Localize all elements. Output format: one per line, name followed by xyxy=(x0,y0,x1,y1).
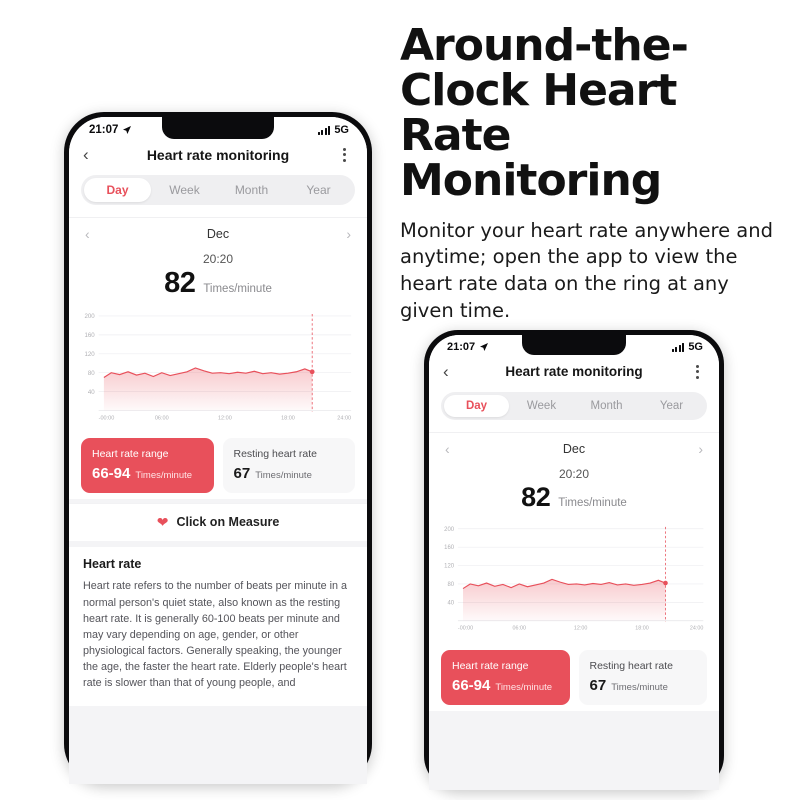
page-title: Heart rate monitoring xyxy=(146,146,290,163)
article-body: Heart rate refers to the number of beats per minute in a normal person's quiet state, also known as the resting heart rate. It is generally 60-100 beats per minute and may vary depending on age, gender, or other physiological factors. Generally speaking, the younger the age, the faster the heart rate. Elderly people's heart rate is slower than that of young people, and xyxy=(83,580,348,690)
chart-x-tick-labels xyxy=(99,415,351,421)
svg-text:-00:00: -00:00 xyxy=(457,625,474,632)
tile-value: 66-94 xyxy=(92,465,131,483)
tab-bar xyxy=(69,173,367,217)
tile-heart-rate-range[interactable] xyxy=(81,438,214,493)
svg-text:-00:00: -00:00 xyxy=(98,415,115,422)
tile-value: 66-94 xyxy=(452,677,491,695)
reading-value: 82 xyxy=(164,267,196,299)
reading-timestamp: 20:20 xyxy=(558,467,590,481)
heart-rate-chart[interactable] xyxy=(69,306,367,430)
phone-mockup-large xyxy=(64,112,372,784)
tile-heart-rate-range[interactable] xyxy=(441,650,570,705)
svg-text:160: 160 xyxy=(84,332,95,340)
tab-week[interactable]: Week xyxy=(526,400,557,412)
tile-label: Resting heart rate xyxy=(233,448,317,461)
tile-label: Resting heart rate xyxy=(589,660,673,673)
signal-bars-icon xyxy=(318,125,331,135)
kebab-menu-icon[interactable] xyxy=(337,148,353,162)
svg-text:24:00: 24:00 xyxy=(689,625,704,632)
svg-text:12:00: 12:00 xyxy=(217,415,232,422)
tab-day[interactable]: Day xyxy=(444,395,509,417)
reading-card xyxy=(429,432,719,519)
signal-bars-icon xyxy=(672,342,685,352)
tab-month[interactable]: Month xyxy=(234,183,269,197)
measure-button[interactable] xyxy=(69,503,367,541)
reading-unit: Times/minute xyxy=(203,283,272,295)
svg-text:200: 200 xyxy=(444,526,455,533)
chart-marker-dot xyxy=(663,581,668,586)
kebab-menu-icon[interactable] xyxy=(689,365,705,379)
date-prev-icon[interactable]: ‹ xyxy=(445,441,450,457)
app-header xyxy=(429,355,719,390)
tab-day[interactable]: Day xyxy=(84,178,151,202)
article-section xyxy=(69,541,367,705)
svg-text:18:00: 18:00 xyxy=(281,415,295,422)
current-reading xyxy=(69,250,367,306)
tile-resting-heart-rate[interactable] xyxy=(223,438,356,493)
location-arrow-icon xyxy=(479,342,489,352)
tile-unit: Times/minute xyxy=(135,470,193,482)
reading-value: 82 xyxy=(521,482,551,512)
tile-value: 67 xyxy=(233,465,251,483)
date-label: Dec xyxy=(206,227,230,241)
svg-text:120: 120 xyxy=(444,563,455,570)
svg-text:06:00: 06:00 xyxy=(154,415,169,422)
status-time: 21:07 xyxy=(89,124,119,136)
svg-text:200: 200 xyxy=(84,313,95,321)
promo-title: Around-the-Clock Heart Rate Monitoring xyxy=(400,20,688,206)
svg-text:160: 160 xyxy=(444,545,455,552)
heart-rate-chart[interactable] xyxy=(429,519,719,640)
svg-text:80: 80 xyxy=(447,582,455,589)
article-title: Heart rate xyxy=(83,557,142,572)
chart-y-tick-labels xyxy=(84,313,95,396)
tile-unit: Times/minute xyxy=(611,682,668,694)
heart-icon: ❤ xyxy=(156,514,169,531)
tile-unit: Times/minute xyxy=(255,470,312,482)
phone-screen-large xyxy=(69,117,367,784)
heart-rate-chart-svg xyxy=(73,310,359,426)
tab-year[interactable]: Year xyxy=(659,400,684,412)
tile-label: Heart rate range xyxy=(452,660,529,673)
svg-text:40: 40 xyxy=(87,388,95,396)
date-next-icon[interactable]: › xyxy=(698,441,703,457)
reading-timestamp: 20:20 xyxy=(202,252,234,266)
chart-marker-dot xyxy=(310,369,315,374)
date-prev-icon[interactable]: ‹ xyxy=(85,226,90,242)
promo-body: Monitor your heart rate anywhere and anytime; open the app to view the heart rate data on the ring at any given time. xyxy=(400,218,773,323)
tile-unit: Times/minute xyxy=(495,682,553,694)
svg-text:40: 40 xyxy=(447,600,455,607)
date-next-icon[interactable]: › xyxy=(346,226,351,242)
heart-rate-chart-svg xyxy=(433,523,711,636)
status-bar-left xyxy=(89,124,132,136)
location-arrow-icon xyxy=(122,125,132,135)
app-header xyxy=(69,138,367,173)
tab-year[interactable]: Year xyxy=(306,183,331,197)
network-label: 5G xyxy=(334,124,349,136)
summary-tiles xyxy=(69,430,367,499)
date-label: Dec xyxy=(562,442,586,456)
chart-x-tick-labels xyxy=(458,625,703,631)
page-title: Heart rate monitoring xyxy=(505,364,643,379)
svg-text:120: 120 xyxy=(84,350,95,358)
phone-screen-small xyxy=(429,335,719,790)
phone-mockup-small xyxy=(424,330,724,790)
svg-text:24:00: 24:00 xyxy=(337,415,352,422)
tab-month[interactable]: Month xyxy=(590,400,623,412)
current-reading xyxy=(429,465,719,519)
reading-card xyxy=(69,217,367,306)
status-bar-left xyxy=(447,341,489,353)
network-label: 5G xyxy=(688,341,703,353)
summary-tiles xyxy=(429,640,719,711)
reading-unit: Times/minute xyxy=(558,497,627,509)
chart-y-tick-labels xyxy=(444,527,455,607)
measure-button-label: Click on Measure xyxy=(176,515,280,530)
status-bar-right xyxy=(318,124,349,136)
date-navigator xyxy=(69,217,367,250)
date-navigator xyxy=(429,432,719,465)
svg-text:12:00: 12:00 xyxy=(573,625,588,632)
tile-value: 67 xyxy=(589,677,607,695)
tile-label: Heart rate range xyxy=(92,448,169,461)
status-time: 21:07 xyxy=(447,341,476,353)
phone-notch xyxy=(162,117,274,139)
chevron-left-icon[interactable]: ‹ xyxy=(83,145,89,164)
tab-bar xyxy=(429,390,719,432)
promo-block xyxy=(400,20,780,325)
tile-resting-heart-rate[interactable] xyxy=(579,650,708,705)
svg-text:80: 80 xyxy=(87,369,95,377)
tab-week[interactable]: Week xyxy=(169,183,200,197)
phone-notch xyxy=(522,335,626,355)
chevron-left-icon[interactable]: ‹ xyxy=(443,362,449,381)
status-bar-right xyxy=(672,341,703,353)
svg-text:06:00: 06:00 xyxy=(512,625,526,632)
svg-text:18:00: 18:00 xyxy=(635,625,649,632)
